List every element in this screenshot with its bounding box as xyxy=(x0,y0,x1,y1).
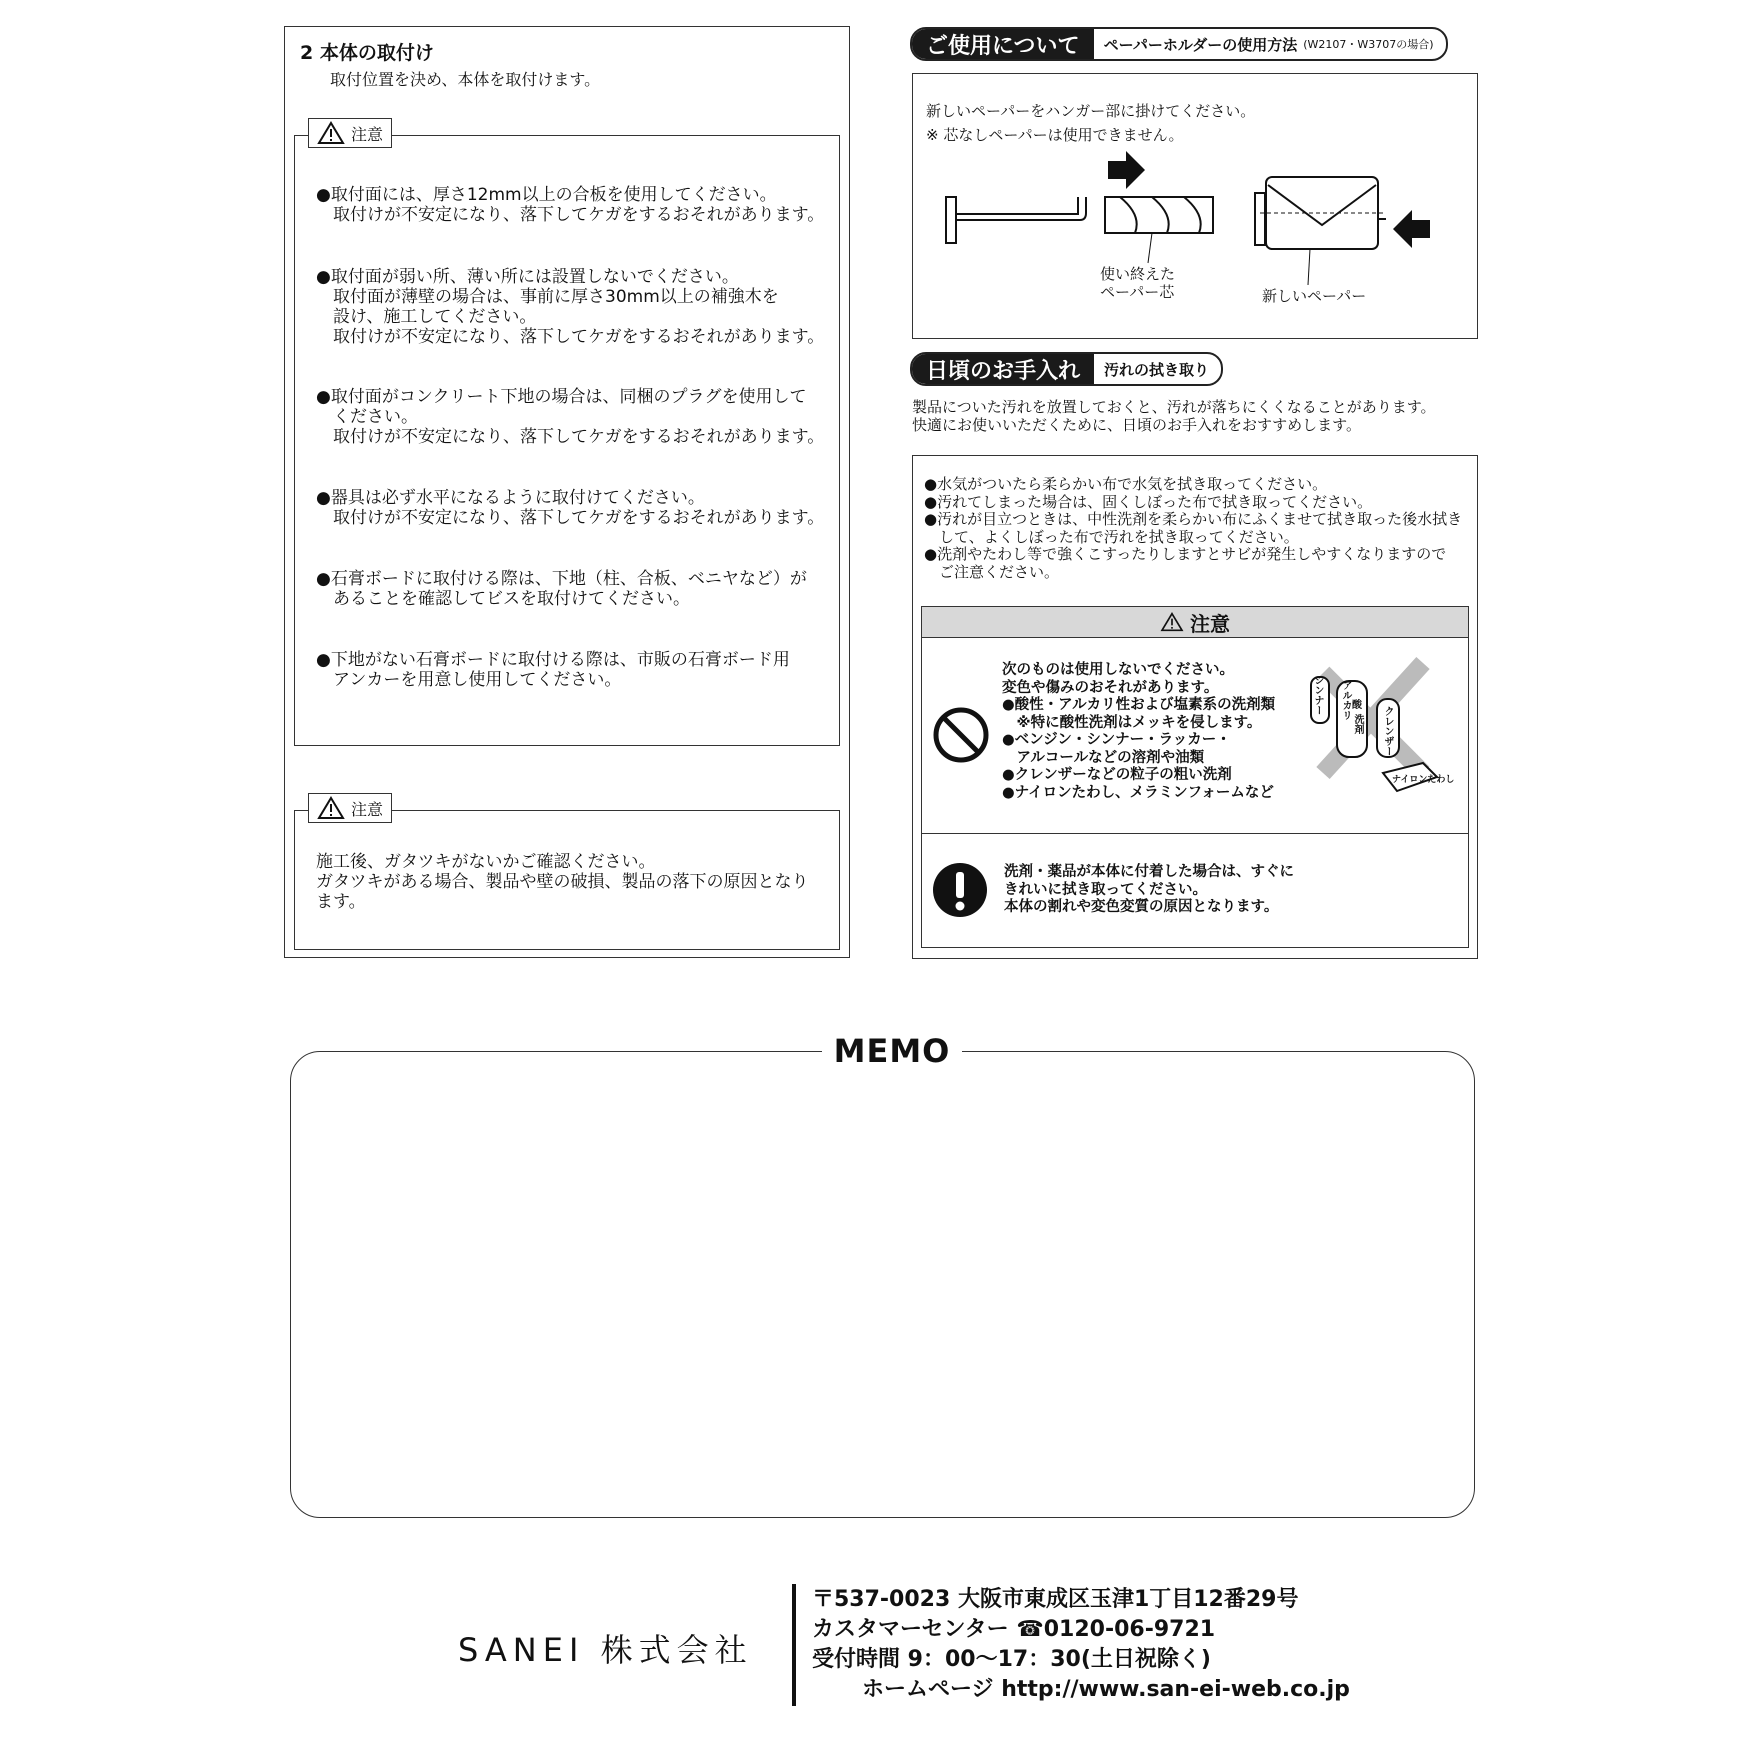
footer-divider xyxy=(792,1584,796,1706)
care-header-sub: 汚れの拭き取り xyxy=(1104,360,1210,379)
footer-customer-center: カスタマーセンター ☎0120-06-9721 xyxy=(812,1617,1216,1642)
footer-address: 〒537-0023 大阪市東成区玉津1丁目12番29号 xyxy=(812,1587,1299,1612)
caution-tag xyxy=(308,118,392,148)
mandatory-text: 洗剤・薬品が本体に付着した場合は、すぐに きれいに拭き取ってください。 本体の割れや変色変質の原因となります。 xyxy=(1004,864,1294,915)
warning-icon xyxy=(317,121,345,145)
usage-header xyxy=(910,27,1448,61)
care-bullets: ●水気がついたら柔らかい布で水気を拭き取ってください。 ●汚れてしまった場合は、固くしぼった布で拭き取ってください。 ●汚れが目立つときは、中性洗剤を柔らかい布にふくませて拭き取った後水拭き して、よくしぼった布で汚れを拭き取ってください。 ●洗剤やたわし等で強くこすったりしますとサビが発生しやすくなりますので ご注意ください。 xyxy=(924,475,1463,581)
caution-text: 施工後、ガタツキがないかご確認ください。 ガタツキがある場合、製品や壁の破損、製品の落下の原因となり ます。 xyxy=(316,852,809,912)
usage-line-2: ※ 芯なしペーパーは使用できません。 xyxy=(926,126,1184,144)
care-caution-head xyxy=(922,607,1468,638)
usage-header-title: ご使用について xyxy=(912,29,1094,59)
install-item: ●取付面には、厚さ12mm以上の合板を使用してください。 取付けが不安定になり、落下してケガをするおそれがあります。 xyxy=(316,185,825,225)
illus-label: 酸 xyxy=(1352,700,1362,711)
prohibit-text: 次のものは使用しないでください。 変色や傷みのおそれがあります。 ●酸性・アルカリ性および塩素系の洗剤類 ※特に酸性洗剤はメッキを侵します。 ●ベンジン・シンナー・ラッカー・ アルコールなどの溶剤や油類 ●クレンザーなどの粒子の粗い洗剤 ●ナイロンたわし、メラミンフォームなど xyxy=(1002,662,1276,801)
install-item: ●石膏ボードに取付ける際は、下地（柱、合板、ベニヤなど）が あることを確認してビスを取付けてください。 xyxy=(316,569,807,609)
illus-label: クレンザー xyxy=(1382,706,1393,756)
prohibited-icon xyxy=(932,706,990,764)
illus-label: シンナー xyxy=(1312,675,1323,715)
company-logo: SANEI 株式会社 xyxy=(458,1631,753,1669)
new-paper-icon xyxy=(1255,177,1386,285)
caution-label: 注意 xyxy=(1190,611,1230,636)
warning-icon xyxy=(317,796,345,820)
caution-label: 注意 xyxy=(351,124,384,144)
divider xyxy=(922,833,1468,834)
footer-website: ホームページ http://www.san-ei-web.co.jp xyxy=(862,1677,1350,1702)
new-paper-label: 新しいペーパー xyxy=(1262,287,1367,305)
arrow-left-icon xyxy=(1393,210,1430,248)
paper-core-icon xyxy=(1105,197,1213,263)
mandatory-icon xyxy=(932,862,988,918)
install-item: ●取付面が弱い所、薄い所には設置しないでください。 取付面が薄壁の場合は、事前に厚さ30mm以上の補強木を 設け、施工してください。 取付けが不安定になり、落下してケガをするおそれがあります。 xyxy=(316,267,825,347)
caution-label: 注意 xyxy=(351,799,384,819)
arrow-right-icon xyxy=(1108,151,1145,189)
install-item: ●取付面がコンクリート下地の場合は、同梱のプラグを使用して ください。 取付けが不安定になり、落下してケガをするおそれがあります。 xyxy=(316,387,825,447)
usage-header-models: (W2107・W3707の場合) xyxy=(1303,38,1434,51)
care-intro: 製品についた汚れを放置しておくと、汚れが落ちにくくなることがあります。 快適にお使いいただくために、日頃のお手入れをおすすめします。 xyxy=(912,398,1436,434)
care-header xyxy=(910,352,1223,386)
care-header-title: 日頃のお手入れ xyxy=(912,354,1094,384)
install-title: 2 本体の取付け xyxy=(300,42,434,64)
install-item: ●器具は必ず水平になるように取付けてください。 取付けが不安定になり、落下してケガをするおそれがあります。 xyxy=(316,488,825,528)
footer-hours: 受付時間 9：00〜17：30(土日祝除く) xyxy=(812,1647,1211,1672)
warning-icon xyxy=(1160,612,1184,632)
illus-label: アルカリ xyxy=(1340,680,1351,720)
install-item: ●下地がない石膏ボードに取付ける際は、市販の石膏ボード用 アンカーを用意し使用してください。 xyxy=(316,650,790,690)
paper-holder-illustration xyxy=(930,145,1450,310)
holder-bar-icon xyxy=(946,197,1086,243)
used-core-label: 使い終えた ペーパー芯 xyxy=(1100,265,1176,301)
memo-label: MEMO xyxy=(822,1032,962,1070)
illus-label: 洗剤 xyxy=(1352,714,1363,734)
memo-box xyxy=(290,1051,1475,1518)
illus-label: ナイロンたわし xyxy=(1392,775,1455,785)
install-subtitle: 取付位置を決め、本体を取付けます。 xyxy=(330,70,601,89)
caution-tag xyxy=(308,793,392,823)
usage-line-1: 新しいペーパーをハンガー部に掛けてください。 xyxy=(926,102,1256,120)
usage-header-sub: ペーパーホルダーの使用方法 xyxy=(1103,35,1298,54)
